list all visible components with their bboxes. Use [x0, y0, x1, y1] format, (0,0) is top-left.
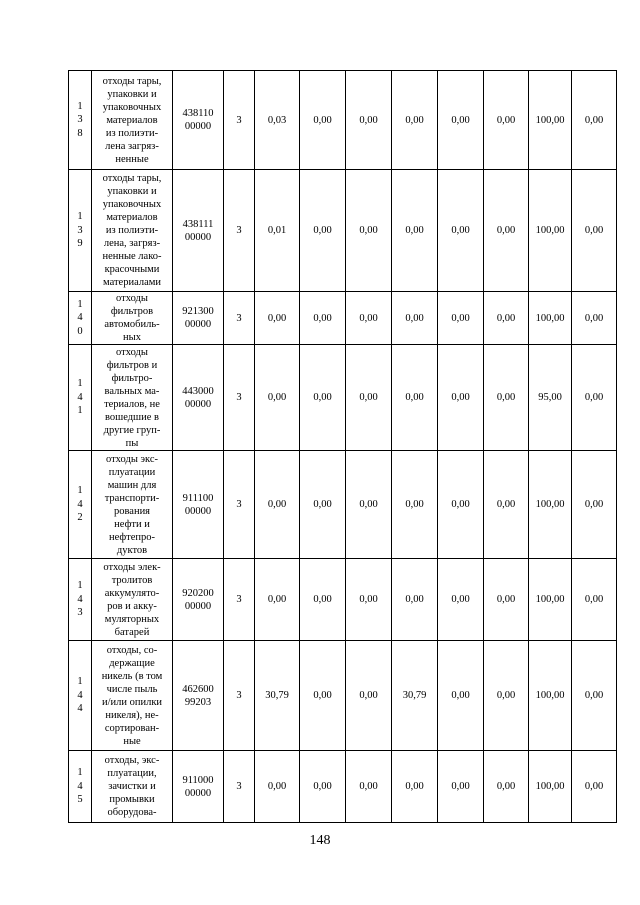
row-number-cell [69, 559, 92, 641]
table-row [69, 170, 617, 292]
cell-line: 8 [77, 127, 83, 139]
cell-line: из полиэти- [105, 127, 159, 139]
value-cell: 0,00 [255, 559, 300, 641]
value-cell: 0,00 [438, 641, 484, 751]
row-number-cell [69, 170, 92, 292]
cell-line: из полиэти- [105, 225, 159, 236]
cell-line: 921300 [182, 306, 214, 317]
cell-line: упаковки и [107, 88, 157, 100]
cell-line: 911100 [182, 492, 214, 504]
cell-line: 00000 [184, 398, 212, 410]
cell-line: 4 [77, 312, 83, 324]
cell-line: 462600 [182, 683, 214, 695]
value-cell: 0,00 [300, 345, 346, 451]
cell-line: 0 [77, 325, 83, 337]
value-cell: 0,00 [392, 751, 438, 823]
cell-line: промывки [109, 794, 155, 805]
waste-name-cell [92, 451, 173, 559]
value-cell: 0,00 [300, 170, 346, 292]
cell-line: упаковочных [102, 199, 162, 210]
value-cell: 0,00 [484, 751, 529, 823]
value-cell: 0,00 [484, 451, 529, 559]
row-number-cell [69, 751, 92, 823]
value-cell: 0,00 [300, 451, 346, 559]
cell-line: 443000 [182, 385, 214, 397]
cell-line: и/или опилки [101, 696, 163, 708]
cell-line: 4 [77, 593, 83, 605]
cell-line: лена, загряз- [103, 238, 161, 249]
cell-line: 438111 [182, 218, 214, 230]
waste-code-cell [173, 451, 224, 559]
value-cell: 0,00 [572, 559, 617, 641]
cell-line: ных [123, 332, 141, 343]
waste-name-cell [92, 292, 173, 345]
hazard-class-cell: 3 [224, 292, 255, 345]
value-cell: 0,03 [255, 71, 300, 170]
cell-line: 4 [77, 703, 83, 715]
row-number-cell [69, 345, 92, 451]
cell-line: рования [113, 505, 151, 517]
cell-line: 4 [77, 780, 83, 792]
table-body [69, 71, 617, 823]
cell-line: 1 [77, 767, 83, 779]
cell-line: никель (в том [101, 670, 163, 682]
cell-line: ненные лако- [102, 251, 162, 262]
cell-line: 4 [77, 391, 83, 403]
cell-line: нефтепро- [108, 531, 156, 543]
cell-line: 3 [77, 607, 83, 619]
cell-line: автомобиль- [104, 319, 160, 330]
cell-line: муляторных [104, 613, 160, 625]
cell-line: отходы, экс- [104, 755, 160, 766]
cell-line: 1 [77, 405, 83, 417]
cell-line: аккумулято- [104, 587, 160, 599]
value-cell: 0,00 [484, 292, 529, 345]
cell-line: 2 [77, 512, 83, 524]
value-cell: 100,00 [529, 751, 572, 823]
cell-line: отходы тары, [102, 75, 162, 87]
cell-line: нефти и [114, 518, 150, 530]
cell-line: материалов [106, 212, 158, 223]
value-cell: 0,00 [392, 170, 438, 292]
value-cell: 100,00 [529, 71, 572, 170]
cell-line: фильтров и [106, 359, 158, 371]
hazard-class-cell: 3 [224, 559, 255, 641]
value-cell: 0,00 [438, 71, 484, 170]
cell-line: 3 [77, 114, 83, 126]
value-cell: 0,00 [484, 559, 529, 641]
value-cell: 0,00 [438, 559, 484, 641]
value-cell: 0,00 [346, 451, 392, 559]
cell-line: ные [123, 735, 141, 747]
cell-line: зачистки и [108, 781, 156, 792]
cell-line: упаковки и [107, 186, 157, 197]
cell-line: красочными [104, 264, 160, 275]
row-number-cell [69, 292, 92, 345]
waste-name-cell [92, 751, 173, 823]
cell-line: пы [125, 437, 139, 449]
value-cell: 100,00 [529, 170, 572, 292]
cell-line: 1 [77, 485, 83, 497]
hazard-class-cell: 3 [224, 71, 255, 170]
cell-line: 00000 [184, 600, 212, 612]
cell-line: 00000 [184, 121, 212, 132]
waste-code-cell [173, 641, 224, 751]
row-number-cell [69, 641, 92, 751]
value-cell: 0,00 [346, 559, 392, 641]
hazard-class-cell: 3 [224, 170, 255, 292]
waste-code-cell [173, 345, 224, 451]
cell-line: ров и акку- [107, 600, 157, 612]
cell-line: отходы [116, 346, 148, 358]
value-cell: 0,00 [255, 292, 300, 345]
value-cell: 0,00 [392, 345, 438, 451]
waste-name-cell [92, 71, 173, 170]
cell-line: 3 [77, 224, 83, 236]
cell-line: 438110 [182, 108, 214, 119]
row-number-cell [69, 71, 92, 170]
value-cell: 95,00 [529, 345, 572, 451]
table-row [69, 641, 617, 751]
cell-line: плуатации, [107, 768, 157, 779]
waste-name-cell [92, 641, 173, 751]
cell-line: материалами [103, 277, 161, 288]
hazard-class-cell: 3 [224, 345, 255, 451]
waste-name-cell [92, 170, 173, 292]
value-cell: 0,00 [346, 641, 392, 751]
cell-line: 1 [77, 211, 83, 223]
value-cell: 0,00 [346, 292, 392, 345]
hazard-class-cell: 3 [224, 751, 255, 823]
waste-code-cell [173, 559, 224, 641]
table-row [69, 345, 617, 451]
cell-line: числе пыль [106, 683, 158, 695]
value-cell: 100,00 [529, 292, 572, 345]
cell-line: машин для [107, 479, 157, 491]
cell-line: 00000 [184, 319, 212, 330]
cell-line: батарей [114, 626, 150, 638]
value-cell: 0,00 [438, 751, 484, 823]
cell-line: отходы, со- [106, 644, 158, 656]
cell-line: 1 [77, 100, 83, 112]
value-cell: 0,00 [346, 170, 392, 292]
cell-line: дуктов [116, 544, 148, 556]
table-row [69, 71, 617, 170]
waste-code-cell [173, 170, 224, 292]
cell-line: фильтро- [111, 372, 153, 384]
waste-name-cell [92, 559, 173, 641]
value-cell: 0,00 [438, 345, 484, 451]
value-cell: 0,00 [392, 451, 438, 559]
value-cell: 0,00 [484, 641, 529, 751]
value-cell: 30,79 [255, 641, 300, 751]
value-cell: 0,00 [484, 71, 529, 170]
cell-line: 1 [77, 298, 83, 310]
cell-line: 00000 [184, 231, 212, 243]
waste-code-cell [173, 751, 224, 823]
row-number-cell [69, 451, 92, 559]
cell-line: вошедшие в [104, 411, 160, 423]
cell-line: сортирован- [104, 722, 160, 734]
value-cell: 0,00 [255, 345, 300, 451]
value-cell: 0,00 [484, 170, 529, 292]
cell-line: териалов, не [104, 398, 160, 410]
value-cell: 0,00 [484, 345, 529, 451]
value-cell: 0,00 [300, 71, 346, 170]
waste-code-cell [173, 71, 224, 170]
cell-line: вальных ма- [104, 385, 160, 397]
value-cell: 0,00 [255, 751, 300, 823]
cell-line: 00000 [184, 505, 212, 517]
value-cell: 0,00 [392, 292, 438, 345]
value-cell: 30,79 [392, 641, 438, 751]
cell-line: отходы элек- [103, 561, 161, 573]
value-cell: 100,00 [529, 641, 572, 751]
value-cell: 0,00 [572, 345, 617, 451]
cell-line: 4 [77, 689, 83, 701]
cell-line: другие груп- [103, 424, 161, 436]
cell-line: фильтров [110, 306, 154, 317]
cell-line: отходы экс- [105, 453, 159, 465]
waste-code-cell [173, 292, 224, 345]
cell-line: транспорти- [104, 492, 160, 504]
value-cell: 0,00 [438, 451, 484, 559]
cell-line: 1 [77, 378, 83, 390]
hazard-class-cell: 3 [224, 451, 255, 559]
value-cell: 100,00 [529, 559, 572, 641]
cell-line: упаковочных [102, 101, 162, 113]
table-row [69, 559, 617, 641]
cell-line: оборудова- [107, 807, 157, 818]
value-cell: 0,00 [572, 170, 617, 292]
value-cell: 0,00 [300, 292, 346, 345]
cell-line: отходы тары, [102, 173, 162, 184]
cell-line: 5 [77, 794, 83, 806]
cell-line: тролитов [111, 574, 153, 586]
cell-line: 00000 [184, 787, 212, 799]
value-cell: 0,00 [392, 559, 438, 641]
cell-line: лена загряз- [105, 140, 159, 152]
cell-line: 920200 [182, 587, 214, 599]
waste-name-cell [92, 345, 173, 451]
value-cell: 0,00 [438, 292, 484, 345]
value-cell: 0,00 [572, 71, 617, 170]
cell-line: 9 [77, 238, 83, 250]
table-row [69, 451, 617, 559]
cell-line: ненные [115, 153, 149, 165]
cell-line: держащие [109, 657, 155, 669]
cell-line: 4 [77, 498, 83, 510]
page-number: 148 [309, 833, 331, 848]
hazard-class-cell: 3 [224, 641, 255, 751]
cell-line: никеля), не- [105, 709, 159, 721]
cell-line: плуатации [108, 466, 156, 478]
value-cell: 0,00 [572, 751, 617, 823]
cell-line: материалов [106, 114, 158, 126]
cell-line: 1 [77, 580, 83, 592]
value-cell: 0,00 [346, 345, 392, 451]
value-cell: 0,01 [255, 170, 300, 292]
table-row [69, 751, 617, 823]
cell-line: 911000 [182, 774, 214, 786]
cell-line: отходы [116, 293, 148, 304]
value-cell: 0,00 [572, 292, 617, 345]
cell-line: 1 [77, 676, 83, 688]
value-cell: 0,00 [346, 71, 392, 170]
value-cell: 0,00 [572, 451, 617, 559]
value-cell: 0,00 [255, 451, 300, 559]
cell-line: 99203 [184, 696, 212, 708]
value-cell: 0,00 [300, 751, 346, 823]
value-cell: 0,00 [572, 641, 617, 751]
value-cell: 0,00 [392, 71, 438, 170]
value-cell: 0,00 [438, 170, 484, 292]
waste-table [68, 70, 617, 823]
table-row [69, 292, 617, 345]
value-cell: 0,00 [346, 751, 392, 823]
value-cell: 0,00 [300, 641, 346, 751]
value-cell: 0,00 [300, 559, 346, 641]
value-cell: 100,00 [529, 451, 572, 559]
